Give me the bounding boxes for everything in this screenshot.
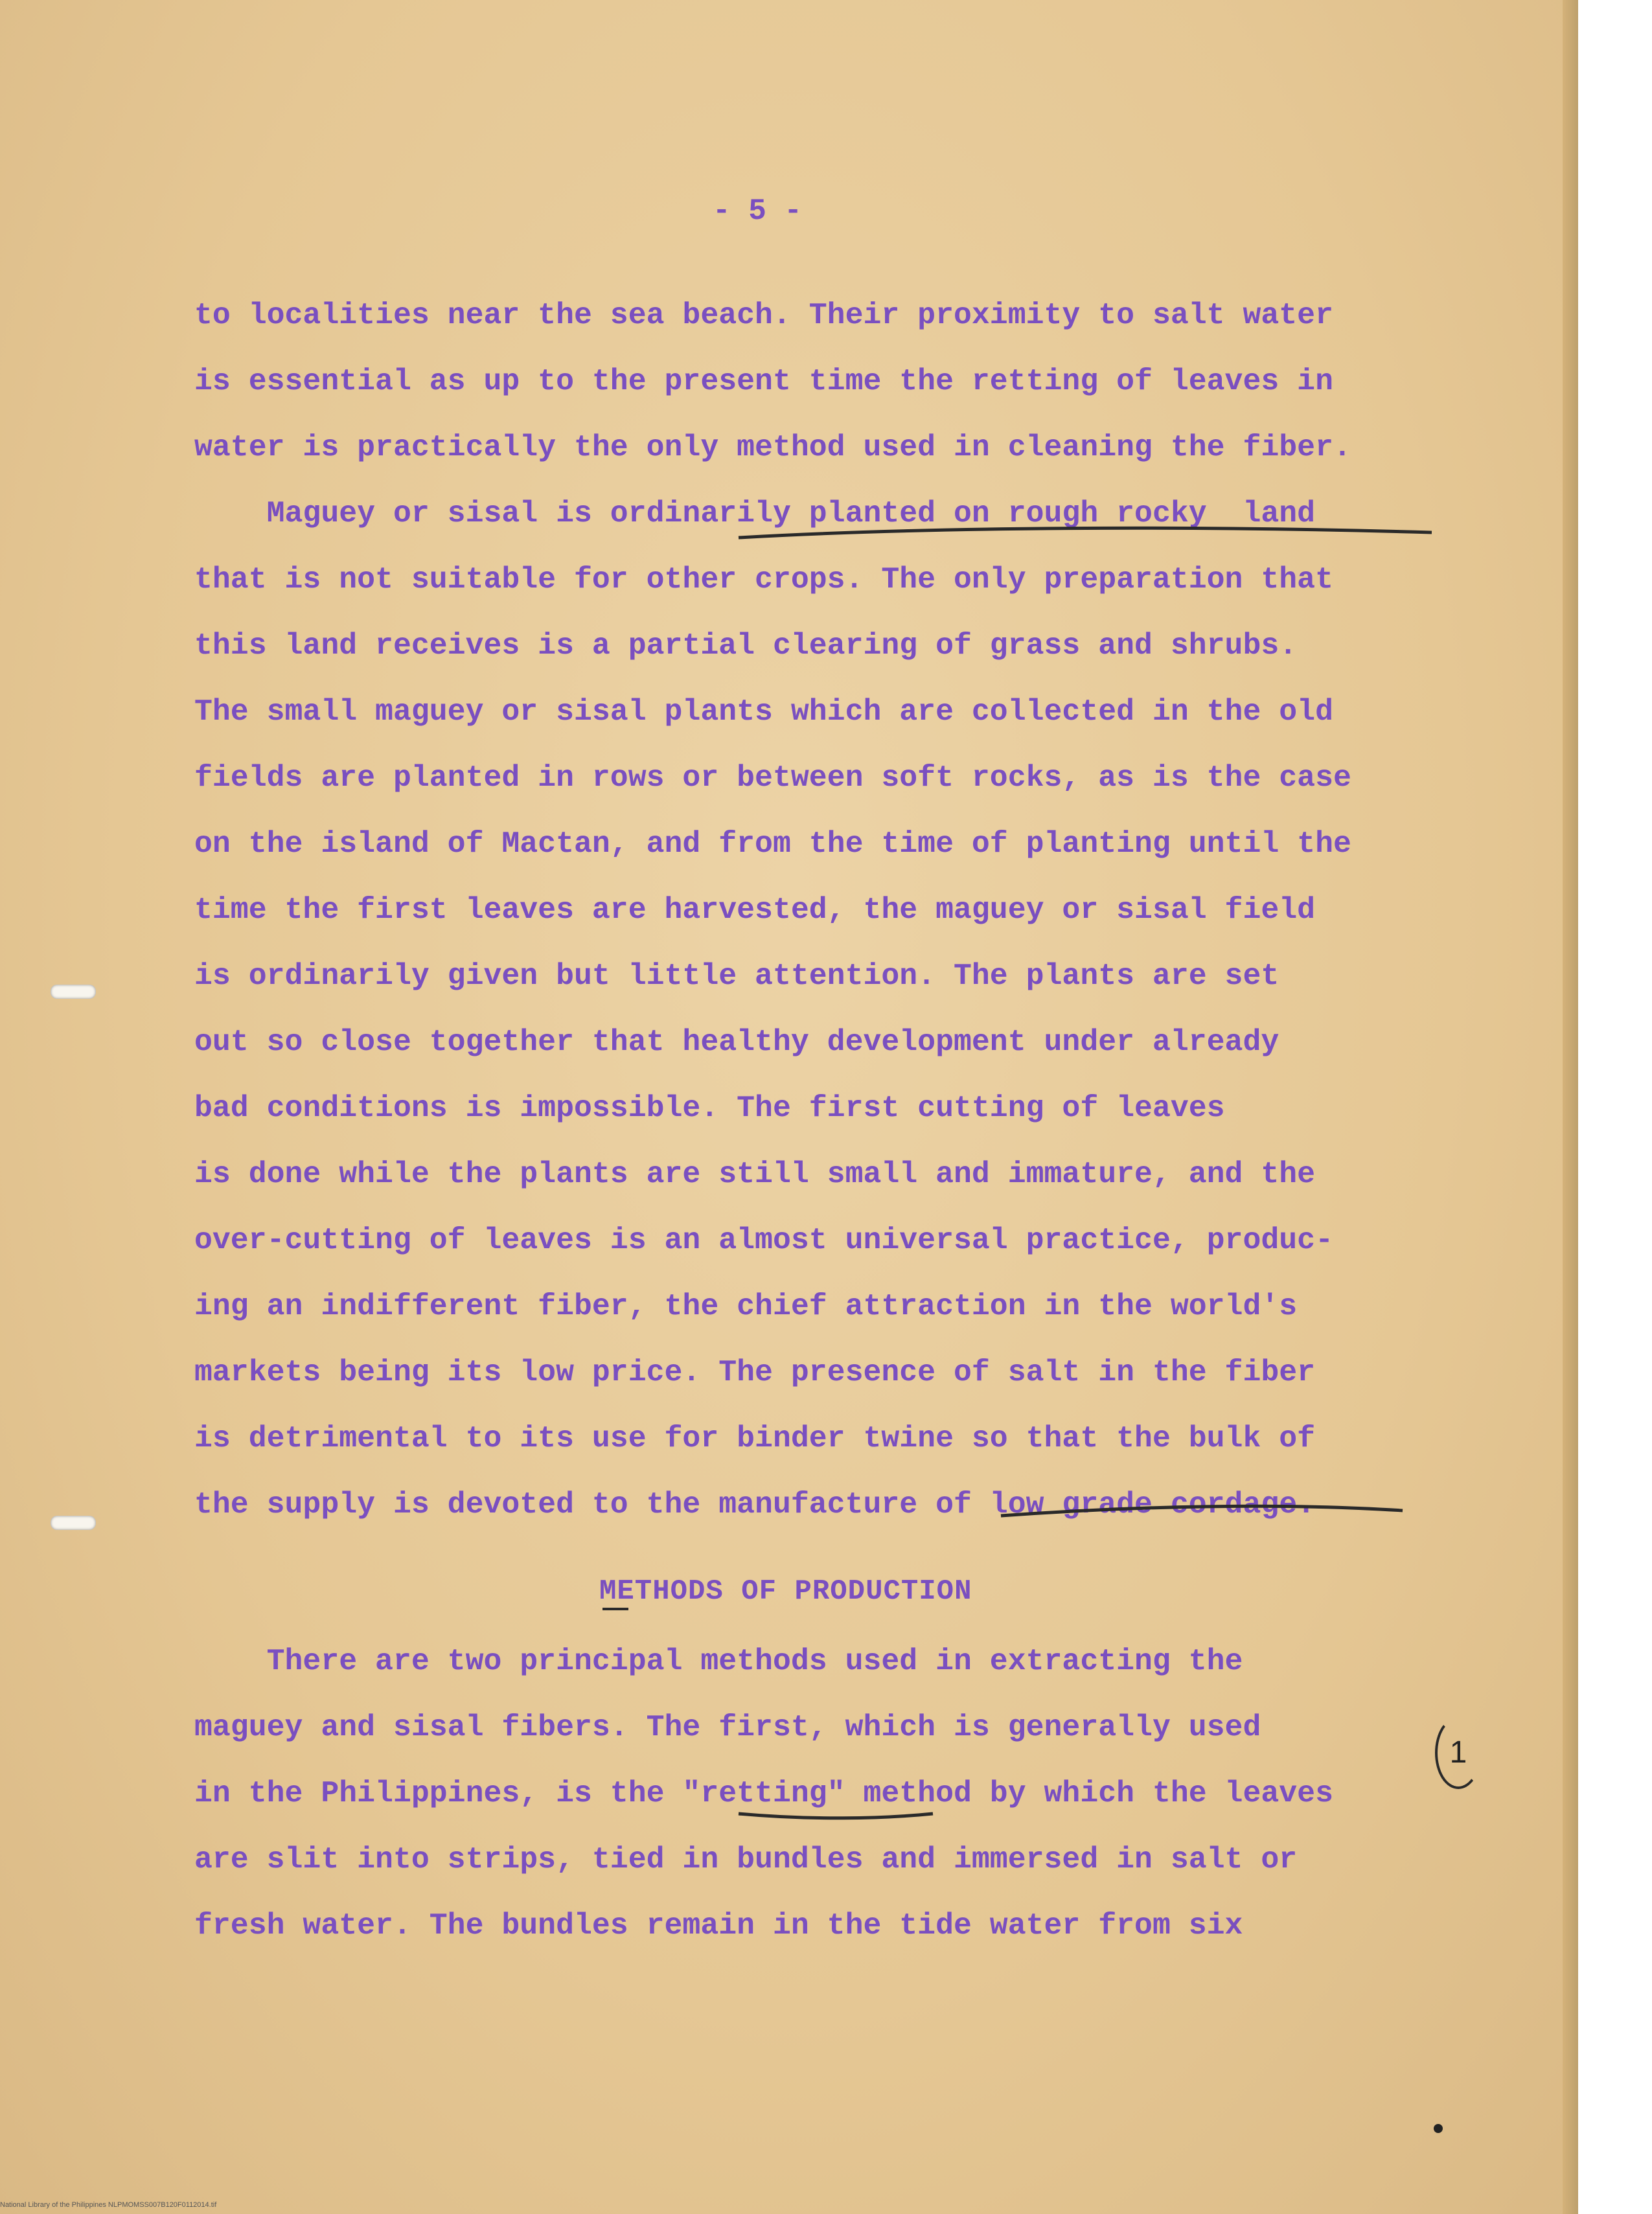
margin-annotation-circled-number: 1	[1435, 1717, 1482, 1789]
punch-hole	[51, 1516, 96, 1530]
text-line: water is practically the only method used in cleaning the fiber.	[194, 430, 1351, 464]
text-line: over-cutting of leaves is an almost universal practice, produc-	[194, 1223, 1333, 1257]
text-line: fresh water. The bundles remain in the tide water from six	[194, 1908, 1243, 1943]
text-line: to localities near the sea beach. Their proximity to salt water	[194, 298, 1333, 332]
text-line: is done while the plants are still small and immature, and the	[194, 1157, 1316, 1191]
archive-footer: National Library of the Philippines NLPMOMSS007B120F0112014.tif	[0, 2201, 217, 2209]
text-line: time the first leaves are harvested, the maguey or sisal field	[194, 893, 1316, 927]
text-line: out so close together that healthy development under already	[194, 1025, 1279, 1059]
text-line: The small maguey or sisal plants which are collected in the old	[194, 694, 1333, 729]
text-line: Maguey or sisal is ordinarily planted on rough rocky land	[194, 496, 1316, 531]
text-line: in the Philippines, is the "retting" method by which the leaves	[194, 1776, 1333, 1810]
page-number: - 5 -	[713, 194, 803, 228]
section-heading: METHODS OF PRODUCTION	[599, 1575, 972, 1608]
text-line: maguey and sisal fibers. The first, which is generally used	[194, 1710, 1261, 1744]
text-line: There are two principal methods used in extracting the	[194, 1644, 1243, 1678]
text-line: is detrimental to its use for binder twine so that the bulk of	[194, 1421, 1316, 1455]
text-line: is essential as up to the present time the retting of leaves in	[194, 364, 1333, 398]
text-line: ing an indifferent fiber, the chief attraction in the world's	[194, 1289, 1298, 1323]
text-line: markets being its low price. The presence of salt in the fiber	[194, 1355, 1316, 1389]
text-line: on the island of Mactan, and from the time of planting until the	[194, 827, 1351, 861]
text-line: that is not suitable for other crops. The only preparation that	[194, 562, 1333, 597]
text-line: are slit into strips, tied in bundles and immersed in salt or	[194, 1842, 1298, 1877]
text-line: the supply is devoted to the manufacture of low grade cordage.	[194, 1487, 1316, 1522]
text-line: is ordinarily given but little attention. The plants are set	[194, 959, 1279, 993]
paper-edge-shadow	[1563, 0, 1578, 2214]
text-line: bad conditions is impossible. The first cutting of leaves	[194, 1091, 1225, 1125]
text-line: this land receives is a partial clearing of grass and shrubs.	[194, 628, 1298, 663]
punch-hole	[51, 985, 96, 999]
text-line: fields are planted in rows or between soft rocks, as is the case	[194, 760, 1351, 795]
